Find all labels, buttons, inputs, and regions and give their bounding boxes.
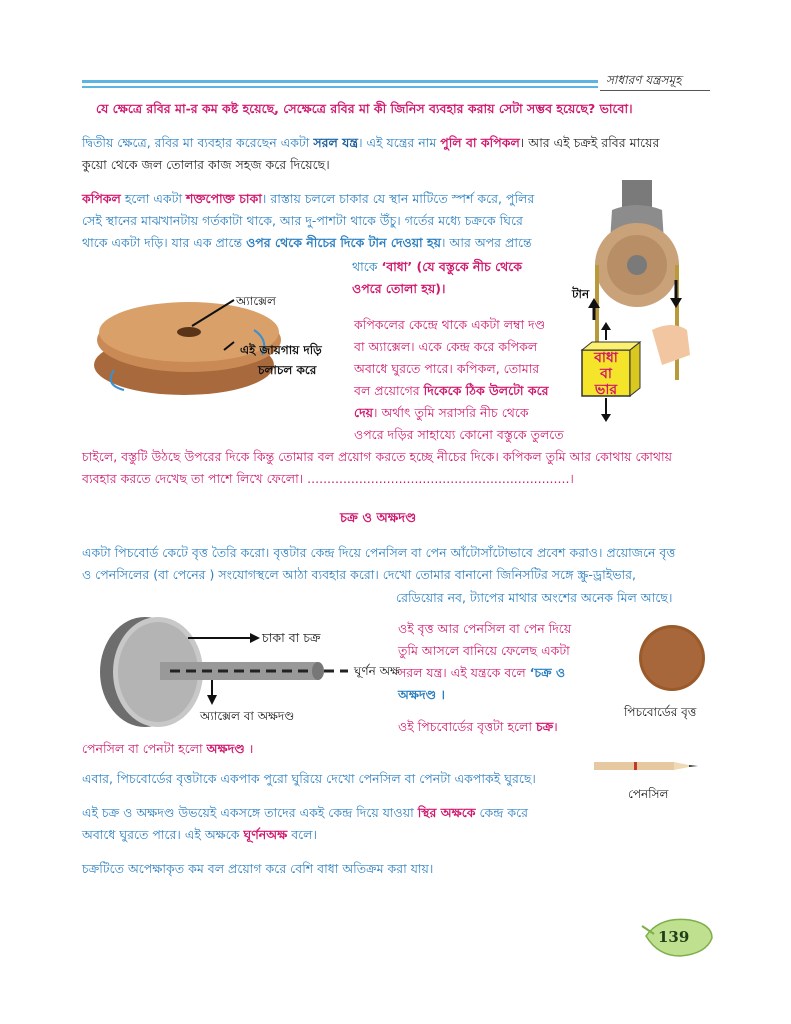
- rope-label-1: এই জায়গায় দড়ি: [240, 343, 322, 357]
- para2-line5: ওপরে তোলা হয়)।: [352, 281, 446, 296]
- header-title: সাধারণ যন্ত্রসমূহ: [606, 73, 682, 87]
- para5-line5: ওই পিচবোর্ডের বৃত্তটা হলো চক্র।: [398, 719, 558, 734]
- axle-label: অ্যাক্সেল: [236, 294, 276, 308]
- para1-line1: দ্বিতীয় ক্ষেত্রে, রবির মা ব্যবহার করেছেন একটা সরল যন্ত্র। এই যন্ত্রের নাম পুলি বা কপিকল। আর এই চক্রই রবির মায়ের: [82, 135, 660, 150]
- para3-line6: ওপরে দড়ির সাহায্যে কোনো বস্তুকে তুলতে: [354, 427, 564, 442]
- pull-label: টান: [572, 287, 590, 301]
- question-text: যে ক্ষেত্রে রবির মা-র কম কষ্ট হয়েছে, সেক্ষেত্রে রবির মা কী জিনিস ব্যবহার করায় সেটা সম্ভব হয়েছে? ভাবো।: [96, 101, 633, 116]
- para4-line3: রেডিয়োর নব, ট্যাপের মাথার অংশের অনেক মিল আছে।: [396, 590, 673, 605]
- para8-line2: অবাধে ঘুরতে পারে। এই অক্ষকে ঘূর্ণনঅক্ষ বলে।: [82, 827, 317, 842]
- header-rule-2: [82, 86, 598, 88]
- para3-line5: দেয়। অর্থাৎ তুমি সরাসরি নীচ থেকে: [354, 405, 529, 420]
- para4-line1: একটা পিচবোর্ড কেটে বৃত্ত তৈরি করো। বৃত্তটার কেন্দ্র দিয়ে পেনসিল বা পেন আঁটোসাঁটোভাবে প্রবেশ করাও। প্রয়োজনে বৃত্ত: [82, 545, 676, 560]
- page-number: 139: [658, 928, 690, 946]
- para2-line1: কপিকল হলো একটা শক্তপোক্ত চাকা। রাস্তায় চললে চাকার যে স্থান মাটিতে স্পর্শ করে, পুলির: [82, 191, 535, 206]
- rotation-axis-label: ঘূর্ণন অক্ষ: [354, 664, 400, 678]
- rope-label-2: চলাচল করে: [258, 363, 317, 377]
- pencil-illustration: [594, 758, 704, 774]
- para5-line1: ওই বৃত্ত আর পেনসিল বা পেন দিয়ে: [398, 621, 572, 636]
- para2-line3: থাকে একটা দড়ি। যার এক প্রান্তে ওপর থেকে নীচের দিকে টান দেওয়া হয়। আর অপর প্রান্তে: [82, 235, 532, 250]
- para5-line2: তুমি আসলে বানিয়ে ফেলেছ একটা: [398, 643, 570, 658]
- header-rule: [82, 80, 598, 83]
- wheel-label: চাকা বা চক্র: [262, 630, 321, 645]
- para3-line1: কপিকলের কেন্দ্রে থাকে একটা লম্বা দণ্ড: [354, 317, 546, 332]
- para4-line2: ও পেনসিলের (বা পেনের ) সংযোগস্থলে আঠা ব্যবহার করো। দেখো তোমার বানানো জিনিসটির সঙ্গে স্ক্রু-ড্রাইভার,: [82, 567, 637, 582]
- para2-line4: থাকে ‘বাধা’ (যে বস্তুকে নীচ থেকে: [352, 259, 523, 274]
- para3-line3: অবাধে ঘুরতে পারে। কপিকল, তোমার: [354, 361, 540, 376]
- para5-line3: সরল যন্ত্র। এই যন্ত্রকে বলে ‘চক্র ও: [398, 665, 566, 680]
- para6: পেনসিল বা পেনটা হলো অক্ষদণ্ড ।: [82, 741, 254, 756]
- para9: চক্রটিতে অপেক্ষাকৃত কম বল প্রয়োগ করে বেশি বাধা অতিক্রম করা যায়।: [82, 861, 434, 876]
- para1-line2: কুয়ো থেকে জল তোলার কাজ সহজ করে দিয়েছে।: [82, 157, 330, 172]
- para3-line2: বা অ্যাক্সেল। একে কেন্দ্র করে কপিকল: [354, 339, 538, 354]
- para7: এবার, পিচবোর্ডের বৃত্তটাকে একপাক পুরো ঘুরিয়ে দেখো পেনসিল বা পেনটা একপাকই ঘুরছে।: [82, 771, 536, 786]
- cardboard-disc-label: পিচবোর্ডের বৃত্ত: [624, 705, 697, 719]
- para2-line2: সেই স্থানের মাঝখানটায় গর্তকাটা থাকে, আর দু-পাশটা থাকে উঁচু। গর্তের মধ্যে চক্রকে ঘিরে: [82, 213, 523, 228]
- section-title: চক্র ও অক্ষদণ্ড: [340, 511, 417, 526]
- para5-line4: অক্ষদণ্ড ।: [398, 687, 445, 702]
- pencil-label: পেনসিল: [628, 787, 669, 801]
- para3-line8: ব্যবহার করতে দেখেছ তা পাশে লিখে ফেলো। ..................................................................।: [82, 471, 574, 486]
- para3-line4: বল প্রয়োগের দিকেকে ঠিক উলটো করে: [354, 383, 549, 398]
- cardboard-disc-illustration: [636, 622, 708, 694]
- para3-line7: চাইলে, বস্তুটি উঠছে উপরের দিকে কিন্তু তোমার বল প্রয়োগ করতে হচ্ছে নীচের দিকে। কপিকল তুমি আর কোথায় কোথায়: [82, 449, 673, 464]
- axle-rod-label: অ্যাক্সেল বা অক্ষদণ্ড: [200, 709, 295, 723]
- load-box-label: বাধা বা ভার: [594, 350, 618, 398]
- para8-line1: এই চক্র ও অক্ষদণ্ড উভয়েই একসঙ্গে তাদের একই কেন্দ্র দিয়ে যাওয়া স্থির অক্ষকে কেন্দ্র করে: [82, 805, 529, 820]
- pulley-illustration: [84, 270, 344, 410]
